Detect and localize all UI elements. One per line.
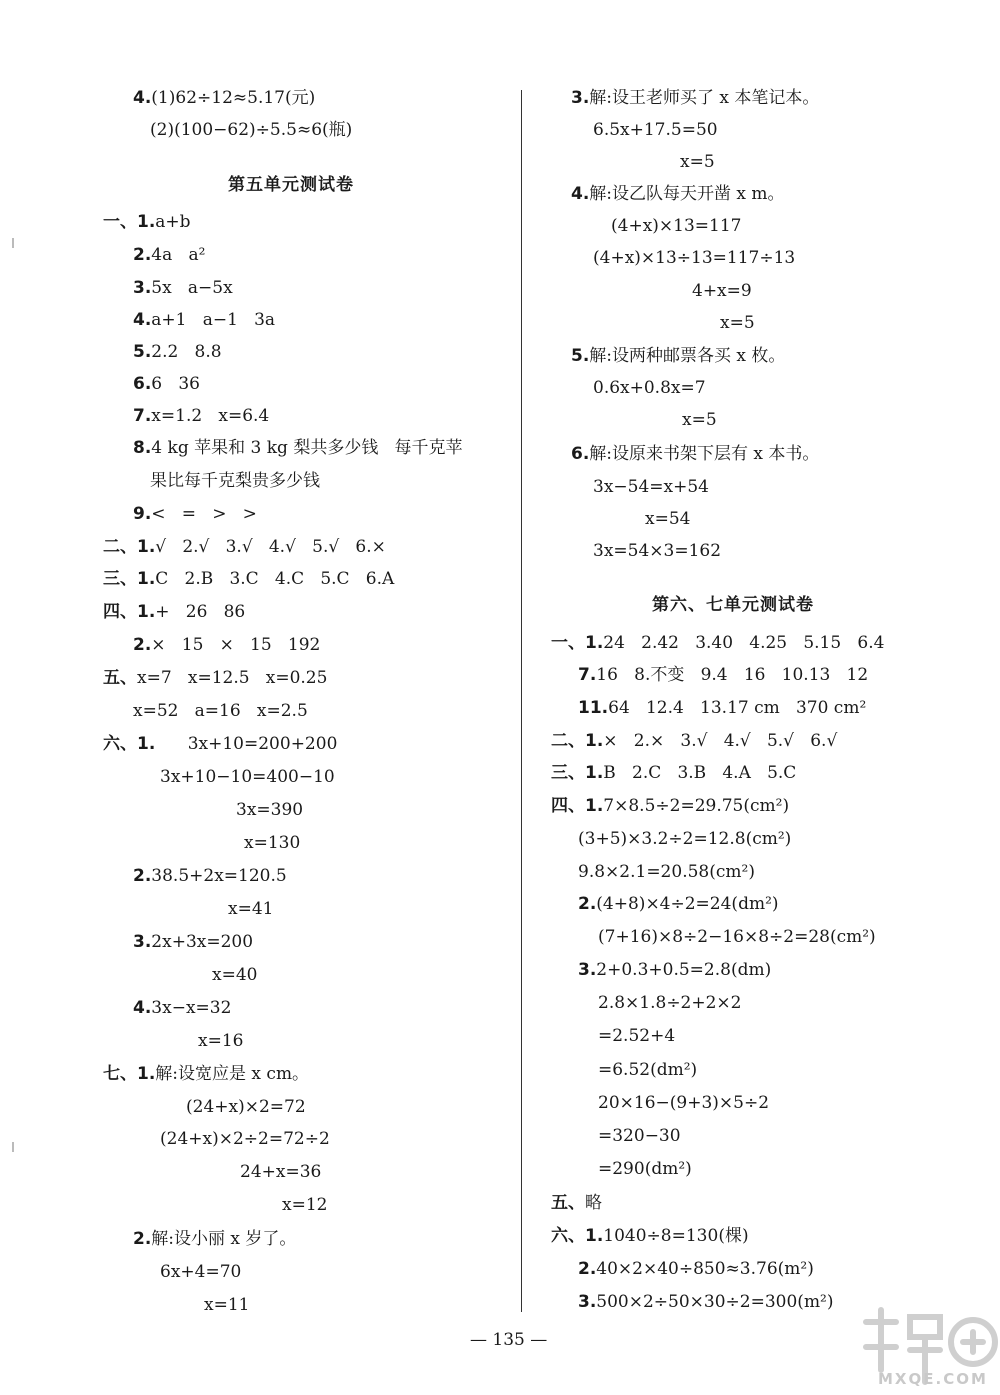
answer-text: 4 kg 苹果和 3 kg 梨共多少钱 每千克苹 bbox=[151, 438, 463, 458]
left-answer-line bbox=[282, 1197, 327, 1214]
answer-text: x=7 x=12.5 x=0.25 bbox=[137, 668, 328, 688]
left-answer-line bbox=[228, 901, 273, 918]
answer-text: 20×16−(9+3)×5÷2 bbox=[598, 1093, 770, 1113]
answer-text: × 15 × 15 192 bbox=[151, 635, 321, 655]
item-number: 二、1. bbox=[551, 731, 604, 751]
left-answer-line bbox=[133, 1000, 231, 1017]
right-answer-line bbox=[598, 1062, 697, 1079]
item-number: 7. bbox=[133, 406, 152, 426]
right-answer-line bbox=[692, 283, 752, 300]
left-answer-line bbox=[133, 703, 308, 720]
answer-text: (3+5)×3.2÷2=12.8(cm²) bbox=[578, 829, 792, 849]
item-number: 4. bbox=[133, 310, 152, 330]
left-answer-line bbox=[236, 802, 303, 819]
answer-text: 略 bbox=[585, 1193, 602, 1213]
right-answer-line bbox=[551, 635, 884, 652]
left-answer-line bbox=[133, 440, 463, 457]
answer-text: 3x=390 bbox=[236, 800, 304, 820]
answer-text: 解:设王老师买了 x 本笔记本。 bbox=[589, 88, 820, 108]
item-number: 2. bbox=[578, 1259, 597, 1279]
margin-mark bbox=[12, 1142, 14, 1152]
item-number: 4. bbox=[571, 184, 590, 204]
page-number: — 135 — bbox=[470, 1330, 548, 1350]
answer-text: x=41 bbox=[228, 899, 274, 919]
left-answer-line bbox=[212, 967, 257, 984]
item-number: 3. bbox=[578, 1292, 597, 1312]
right-answer-line bbox=[578, 1294, 834, 1311]
answer-text: 3x=54×3=162 bbox=[593, 541, 722, 561]
answer-text: 6.5x+17.5=50 bbox=[593, 120, 718, 140]
answer-text: x=5 bbox=[680, 152, 715, 172]
item-number: 一、1. bbox=[103, 212, 156, 232]
right-answer-line bbox=[578, 962, 771, 979]
item-number: 5. bbox=[133, 342, 152, 362]
item-number: 2. bbox=[133, 635, 152, 655]
right-answer-line bbox=[593, 250, 795, 267]
right-answer-line bbox=[598, 1028, 675, 1045]
answer-text: =290(dm²) bbox=[598, 1159, 692, 1179]
item-number: 四、1. bbox=[103, 602, 156, 622]
item-number: 9. bbox=[133, 504, 152, 524]
answer-text: (2)(100−62)÷5.5≈6(瓶) bbox=[150, 120, 353, 140]
item-number: 3. bbox=[133, 278, 152, 298]
answer-text: 2+0.3+0.5=2.8(dm) bbox=[596, 960, 772, 980]
item-number: 2. bbox=[578, 894, 597, 914]
left-answer-line bbox=[133, 637, 320, 654]
item-number: 2. bbox=[133, 245, 152, 265]
item-number: 6. bbox=[133, 374, 152, 394]
left-answer-line bbox=[133, 247, 205, 264]
left-answer-line bbox=[103, 1066, 309, 1083]
left-answer-line bbox=[133, 506, 257, 523]
answer-text: (4+8)×4÷2=24(dm²) bbox=[596, 894, 779, 914]
answer-text: =6.52(dm²) bbox=[598, 1060, 698, 1080]
column-divider bbox=[521, 90, 522, 1312]
answer-text: 2x+3x=200 bbox=[151, 932, 254, 952]
answer-text: 3x+10−10=400−10 bbox=[160, 767, 335, 787]
answer-text: 6x+4=70 bbox=[160, 1262, 242, 1282]
left-answer-line bbox=[133, 408, 269, 425]
answer-text: (24+x)×2=72 bbox=[186, 1097, 306, 1117]
answer-text: (4+x)×13=117 bbox=[611, 216, 742, 236]
right-answer-line bbox=[578, 831, 791, 848]
answer-text: 解:设两种邮票各买 x 枚。 bbox=[589, 346, 786, 366]
item-number: 一、1. bbox=[551, 633, 604, 653]
left-answer-line bbox=[244, 835, 300, 852]
answer-text: 0.6x+0.8x=7 bbox=[593, 378, 706, 398]
answer-text: 解:设原来书架下层有 x 本书。 bbox=[589, 444, 820, 464]
right-answer-line bbox=[680, 154, 715, 171]
right-answer-line bbox=[571, 186, 785, 203]
right-answer-line bbox=[571, 348, 785, 365]
answer-text: x=5 bbox=[720, 313, 755, 333]
item-number: 7. bbox=[578, 665, 597, 685]
answer-text: 解:设小丽 x 岁了。 bbox=[151, 1229, 297, 1249]
item-number: 6. bbox=[571, 444, 590, 464]
right-answer-line bbox=[593, 543, 721, 560]
right-answer-line bbox=[551, 798, 789, 815]
item-number: 四、1. bbox=[551, 796, 604, 816]
answer-text: 解:设乙队每天开凿 x m。 bbox=[589, 184, 785, 204]
left-answer-line bbox=[160, 1264, 241, 1281]
right-answer-line bbox=[598, 1095, 769, 1112]
left-answer-line bbox=[150, 473, 320, 490]
answer-text: 果比每千克梨贵多少钱 bbox=[150, 471, 320, 491]
answer-text: x=16 bbox=[198, 1031, 244, 1051]
right-answer-line bbox=[598, 929, 876, 946]
heading-unit-5: 第五单元测试卷 bbox=[228, 175, 354, 195]
answer-text: 500×2÷50×30÷2=300(m²) bbox=[596, 1292, 834, 1312]
watermark-text: MXQE.COM bbox=[878, 1370, 988, 1388]
answer-text: 3x−54=x+54 bbox=[593, 477, 709, 497]
answer-text: 64 12.4 13.17 cm 370 cm² bbox=[608, 698, 867, 718]
left-answer-line bbox=[133, 280, 233, 297]
right-answer-line bbox=[551, 765, 796, 782]
answer-text: 9.8×2.1=20.58(cm²) bbox=[578, 862, 755, 882]
right-answer-line bbox=[578, 667, 868, 684]
answer-text: 解:设宽应是 x cm。 bbox=[155, 1064, 310, 1084]
right-answer-line bbox=[578, 700, 866, 717]
right-answer-line bbox=[593, 122, 718, 139]
right-answer-line bbox=[578, 864, 755, 881]
answer-text: =2.52+4 bbox=[598, 1026, 676, 1046]
answer-text: a+1 a−1 3a bbox=[151, 310, 276, 330]
item-number: 8. bbox=[133, 438, 152, 458]
answer-text: + 26 86 bbox=[155, 602, 246, 622]
answer-text: x=5 bbox=[682, 410, 717, 430]
answer-text: a+b bbox=[155, 212, 191, 232]
right-answer-line bbox=[720, 315, 755, 332]
item-number: 三、1. bbox=[103, 569, 156, 589]
right-answer-line bbox=[598, 995, 742, 1012]
answer-text: 6 36 bbox=[151, 374, 200, 394]
item-number: 五、 bbox=[551, 1193, 585, 1213]
item-number: 六、1. bbox=[103, 734, 156, 754]
answer-text: 4a a² bbox=[151, 245, 206, 265]
item-number: 五、 bbox=[103, 668, 137, 688]
left-answer-line bbox=[103, 736, 337, 753]
answer-text: < = > > bbox=[151, 504, 257, 524]
left-answer-line bbox=[240, 1164, 321, 1181]
answer-text: 1040÷8=130(棵) bbox=[603, 1226, 749, 1246]
right-answer-line bbox=[593, 479, 709, 496]
left-answer-line bbox=[103, 539, 386, 556]
left-answer-line bbox=[133, 934, 253, 951]
answer-text: x=54 bbox=[645, 509, 691, 529]
left-answer-line bbox=[133, 868, 287, 885]
left-answer-line bbox=[160, 1131, 330, 1148]
answer-text: 2.8×1.8÷2+2×2 bbox=[598, 993, 742, 1013]
item-number: 4. bbox=[133, 998, 152, 1018]
left-answer-line bbox=[186, 1099, 306, 1116]
item-number: 三、1. bbox=[551, 763, 604, 783]
answer-text: 7×8.5÷2=29.75(cm²) bbox=[603, 796, 790, 816]
left-answer-line bbox=[103, 214, 191, 231]
right-answer-line bbox=[611, 218, 741, 235]
answer-text: × 2.× 3.√ 4.√ 5.√ 6.√ bbox=[603, 731, 838, 751]
left-answer-line bbox=[133, 312, 275, 329]
item-number: 11. bbox=[578, 698, 609, 718]
heading-unit-6-7: 第六、七单元测试卷 bbox=[652, 595, 814, 615]
answer-text: (4+x)×13÷13=117÷13 bbox=[593, 248, 796, 268]
answer-text: x=40 bbox=[212, 965, 258, 985]
right-answer-line bbox=[578, 896, 779, 913]
left-answer-line bbox=[133, 376, 200, 393]
right-answer-line bbox=[571, 90, 819, 107]
left-answer-line bbox=[150, 122, 352, 139]
left-answer-line bbox=[133, 90, 315, 107]
answer-text: 40×2×40÷850≈3.76(m²) bbox=[596, 1259, 814, 1279]
item-number: 六、1. bbox=[551, 1226, 604, 1246]
answer-text: (7+16)×8÷2−16×8÷2=28(cm²) bbox=[598, 927, 876, 947]
item-number: 2. bbox=[133, 866, 152, 886]
right-answer-line bbox=[593, 380, 706, 397]
answer-text: x=52 a=16 x=2.5 bbox=[133, 701, 308, 721]
right-answer-line bbox=[682, 412, 717, 429]
right-answer-line bbox=[551, 733, 837, 750]
item-number: 3. bbox=[578, 960, 597, 980]
left-answer-line bbox=[133, 1231, 296, 1248]
left-answer-line bbox=[103, 670, 327, 687]
item-number: 4. bbox=[133, 88, 152, 108]
answer-text: 2.2 8.8 bbox=[151, 342, 222, 362]
item-number: 5. bbox=[571, 346, 590, 366]
left-answer-line bbox=[103, 604, 245, 621]
left-answer-line bbox=[198, 1033, 243, 1050]
right-answer-line bbox=[598, 1128, 681, 1145]
item-number: 二、1. bbox=[103, 537, 156, 557]
answer-text: 3x−x=32 bbox=[151, 998, 232, 1018]
left-answer-line bbox=[204, 1297, 249, 1314]
left-answer-line bbox=[133, 344, 222, 361]
item-number: 3. bbox=[133, 932, 152, 952]
answer-text: B 2.C 3.B 4.A 5.C bbox=[603, 763, 797, 783]
right-answer-line bbox=[551, 1228, 749, 1245]
item-number: 七、1. bbox=[103, 1064, 156, 1084]
right-answer-line bbox=[571, 446, 819, 463]
margin-mark bbox=[12, 238, 14, 248]
answer-text: 3x+10=200+200 bbox=[155, 734, 338, 754]
right-answer-line bbox=[551, 1195, 602, 1212]
answer-text: x=11 bbox=[204, 1295, 250, 1315]
answer-text: x=130 bbox=[244, 833, 301, 853]
answer-text: 16 8.不变 9.4 16 10.13 12 bbox=[596, 665, 869, 685]
left-answer-line bbox=[103, 571, 394, 588]
right-answer-line bbox=[598, 1161, 692, 1178]
answer-text: 24+x=36 bbox=[240, 1162, 322, 1182]
answer-text: 5x a−5x bbox=[151, 278, 233, 298]
answer-text: 38.5+2x=120.5 bbox=[151, 866, 287, 886]
answer-text: 24 2.42 3.40 4.25 5.15 6.4 bbox=[603, 633, 885, 653]
answer-text: (1)62÷12≈5.17(元) bbox=[151, 88, 316, 108]
answer-text: x=12 bbox=[282, 1195, 328, 1215]
answer-text: =320−30 bbox=[598, 1126, 681, 1146]
item-number: 2. bbox=[133, 1229, 152, 1249]
answer-text: √ 2.√ 3.√ 4.√ 5.√ 6.× bbox=[155, 537, 386, 557]
right-answer-line bbox=[645, 511, 690, 528]
answer-text: 4+x=9 bbox=[692, 281, 752, 301]
item-number: 3. bbox=[571, 88, 590, 108]
left-answer-line bbox=[160, 769, 335, 786]
answer-text: (24+x)×2÷2=72÷2 bbox=[160, 1129, 330, 1149]
answer-text: C 2.B 3.C 4.C 5.C 6.A bbox=[155, 569, 395, 589]
right-answer-line bbox=[578, 1261, 814, 1278]
answer-text: x=1.2 x=6.4 bbox=[151, 406, 270, 426]
